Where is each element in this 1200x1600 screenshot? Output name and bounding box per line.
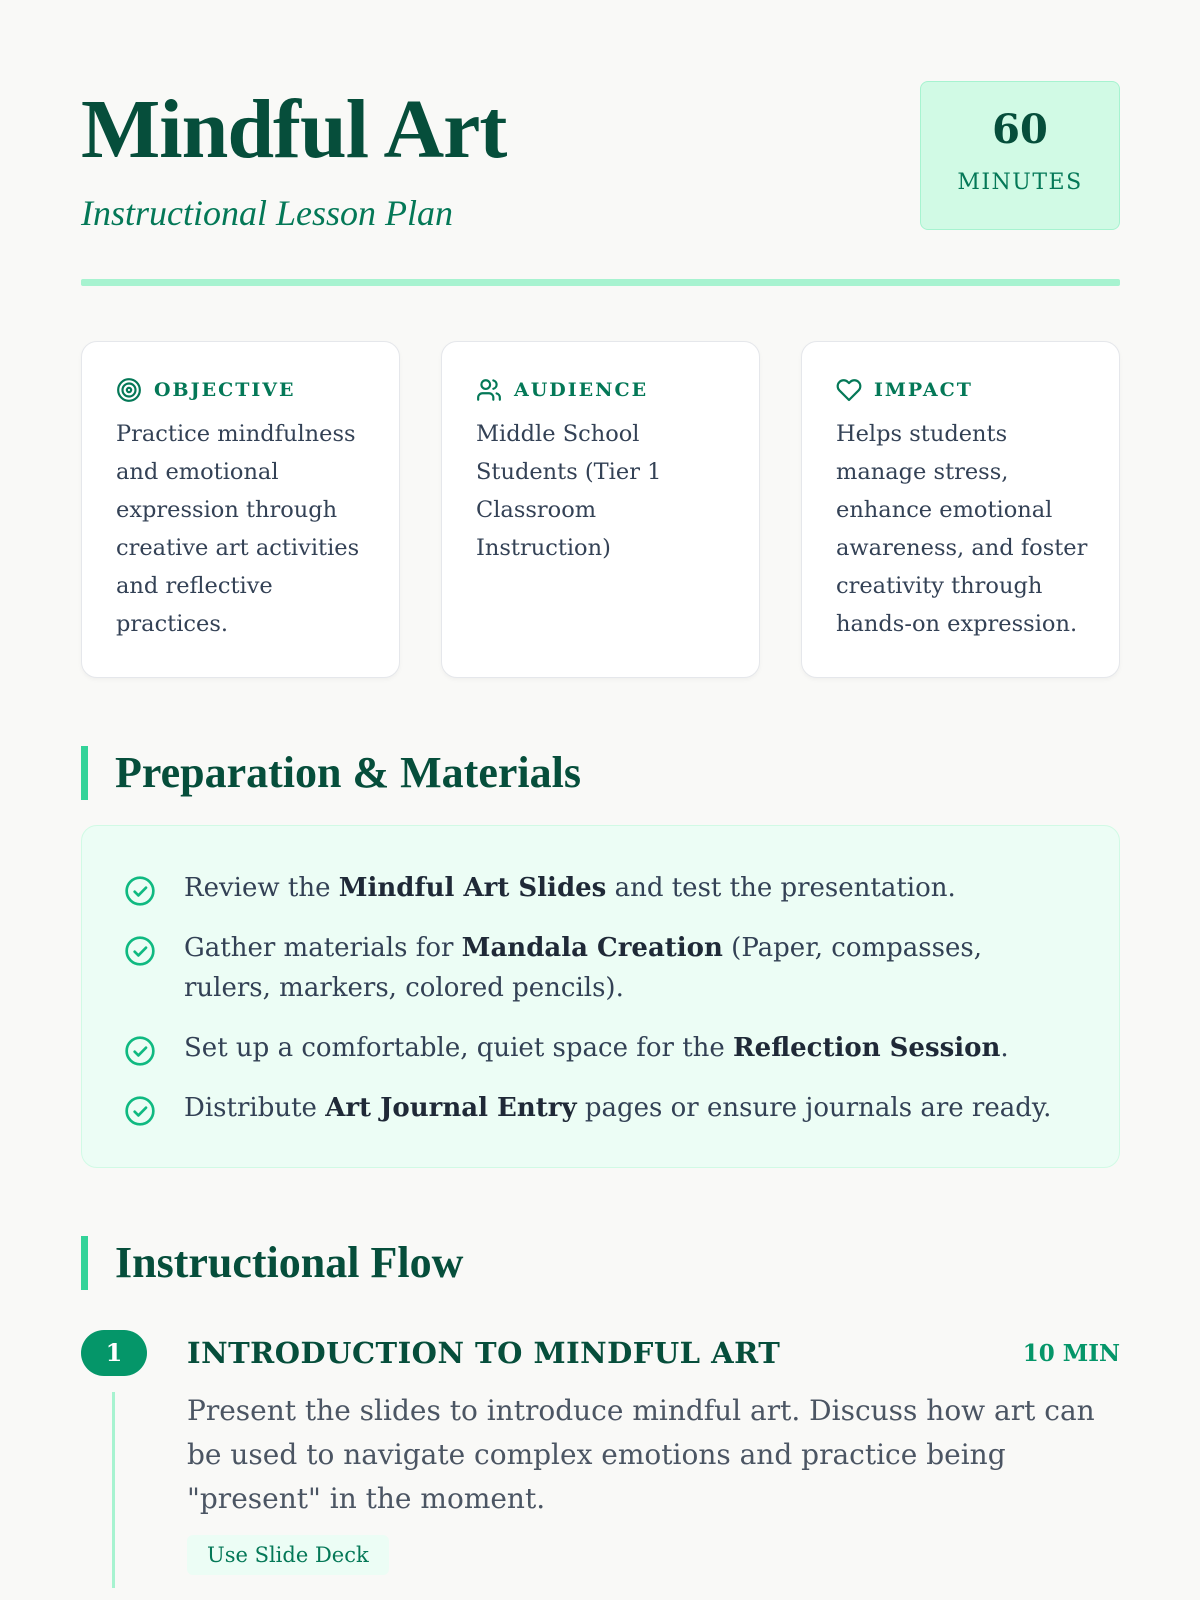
prep-item (124, 1088, 1074, 1128)
heart-icon (836, 377, 862, 403)
check-circle-icon (124, 1095, 156, 1127)
audience-text: Middle School Students (Tier 1 Classroom Instruction) (476, 421, 662, 561)
duration-unit: MINUTES (957, 170, 1083, 195)
prep-item-text: Gather materials for (184, 933, 462, 963)
preparation-heading: Preparation & Materials (81, 746, 581, 800)
preparation-list (81, 825, 1120, 1168)
prep-item-text: . (1000, 1033, 1009, 1063)
prep-item-text: Set up a comfortable, quiet space for the (184, 1033, 734, 1063)
step-title: INTRODUCTION TO MINDFUL ART (187, 1336, 781, 1370)
prep-item (124, 1028, 1074, 1068)
step-resource-tag: Use Slide Deck (187, 1535, 389, 1575)
prep-item (124, 928, 1074, 1008)
page-title: Mindful Art (81, 83, 507, 176)
target-icon (116, 377, 142, 403)
impact-label: IMPACT (874, 379, 973, 401)
step-number-badge: 1 (81, 1330, 147, 1376)
objective-card (81, 341, 400, 678)
prep-item-highlight: Mandala Creation (461, 933, 723, 963)
prep-item (124, 868, 1074, 908)
prep-item-highlight: Reflection Session (733, 1033, 1001, 1063)
prep-item-text: Review the (184, 873, 339, 903)
objective-text: Practice mindfulness and emotional expression through creative art activities and reflective practices. (116, 421, 360, 637)
check-circle-icon (124, 875, 156, 907)
check-circle-icon (124, 935, 156, 967)
duration-value: 60 (992, 106, 1048, 153)
duration-badge (920, 81, 1120, 230)
prep-item-highlight: Art Journal Entry (325, 1093, 577, 1123)
step-duration: 10 MIN (1022, 1340, 1120, 1367)
impact-card (801, 341, 1120, 678)
header-divider (81, 279, 1120, 286)
step-description: Present the slides to introduce mindful art. Discuss how art can be used to navigate complex emotions and practice being "present" in the moment. (187, 1394, 1095, 1515)
objective-card-header (116, 375, 295, 405)
check-circle-icon (124, 1035, 156, 1067)
page-subtitle: Instructional Lesson Plan (81, 193, 454, 233)
step-timeline-line (112, 1392, 115, 1588)
users-icon (476, 377, 502, 403)
flow-heading: Instructional Flow (81, 1236, 463, 1290)
audience-card (441, 341, 760, 678)
prep-item-text: Distribute (184, 1093, 326, 1123)
impact-text: Helps students manage stress, enhance emotional awareness, and foster creativity through hands-on expression. (836, 421, 1088, 637)
audience-label: AUDIENCE (514, 379, 649, 401)
prep-item-text: pages or ensure journals are ready. (576, 1093, 1052, 1123)
prep-item-text: and test the presentation. (606, 873, 956, 903)
audience-card-header (476, 375, 648, 405)
impact-card-header (836, 375, 973, 405)
prep-item-highlight: Mindful Art Slides (338, 873, 607, 903)
prep-item-text: (Paper, compasses, rulers, markers, colored pencils). (184, 933, 982, 1003)
objective-label: OBJECTIVE (154, 379, 296, 401)
